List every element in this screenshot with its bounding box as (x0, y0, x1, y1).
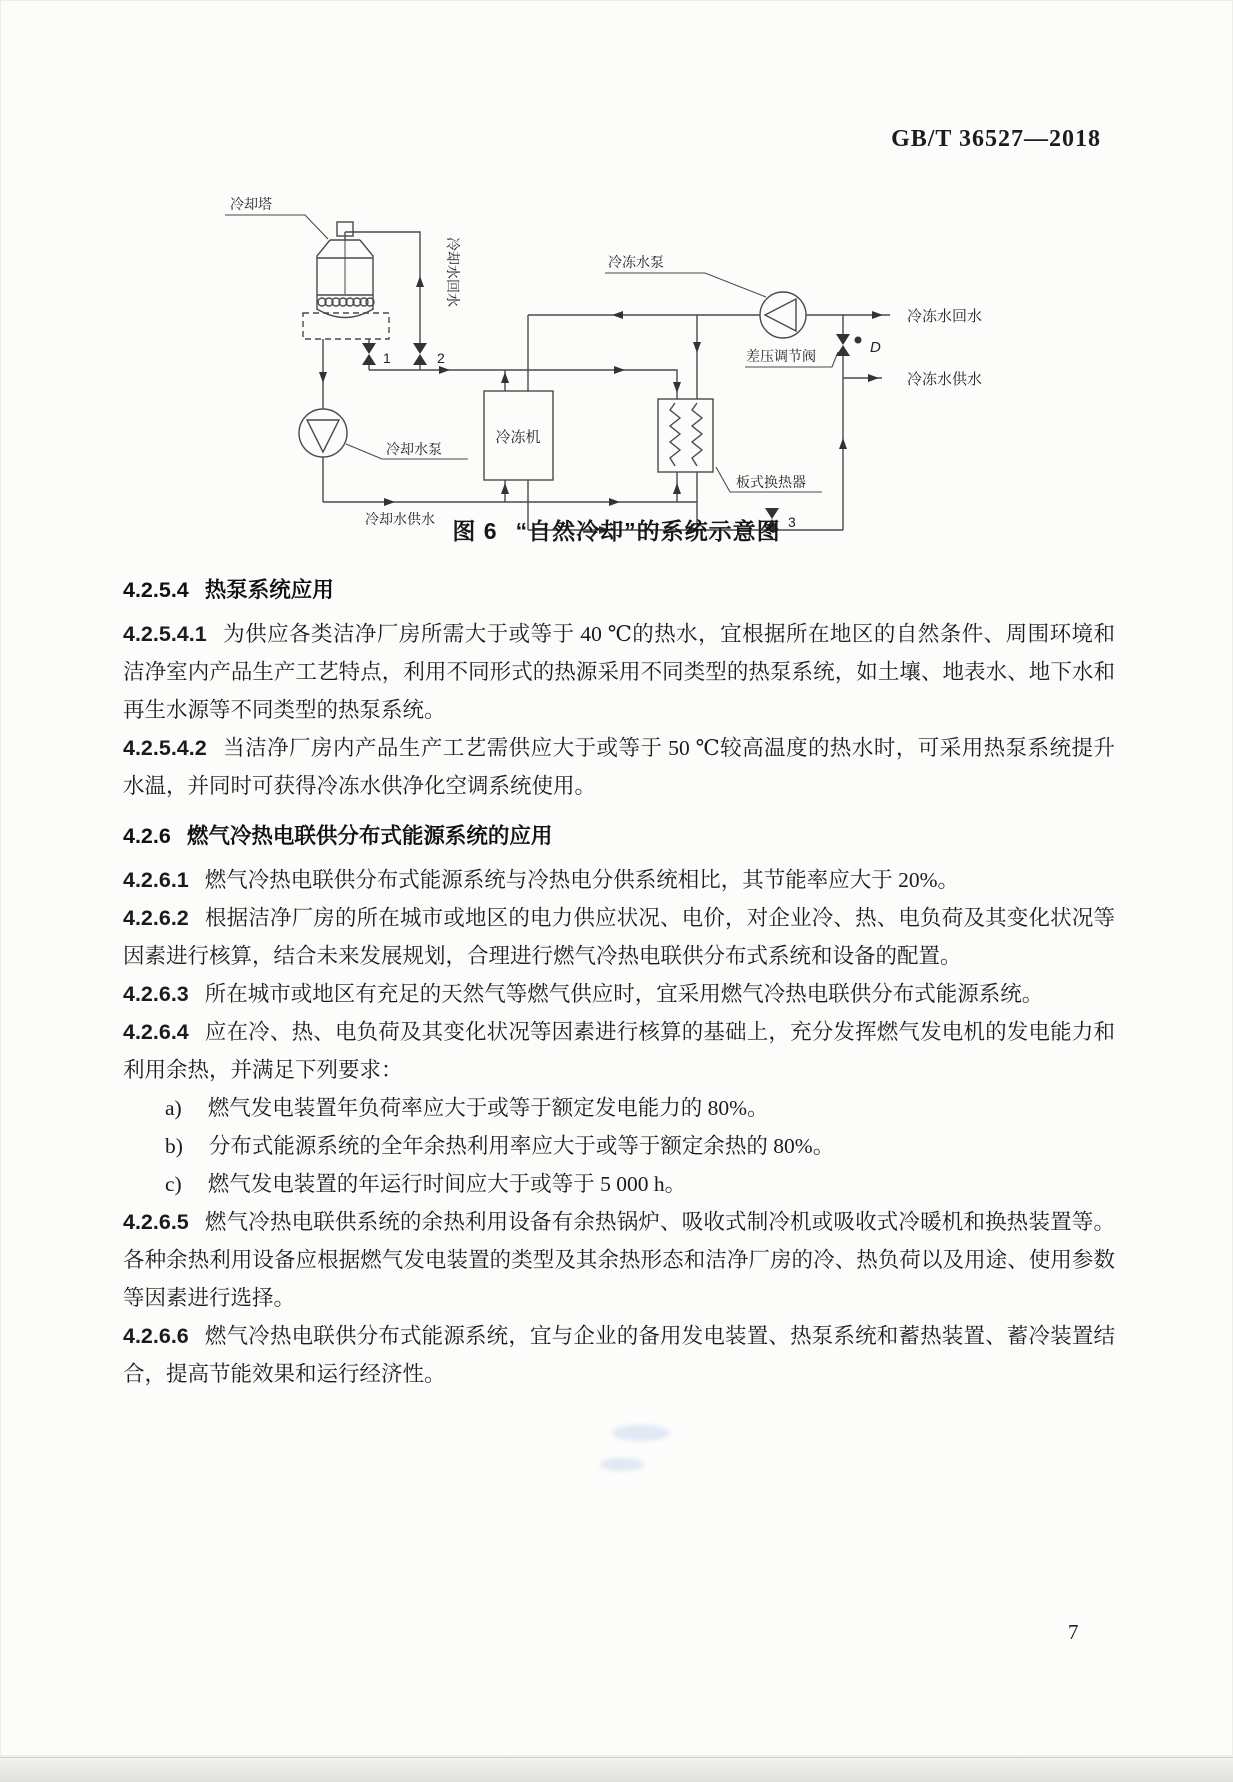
figure-caption (0, 513, 1233, 546)
clause-number: 4.2.6.4 (123, 1020, 189, 1044)
para-4266 (123, 1317, 1115, 1393)
valve-1-symbol (362, 343, 376, 365)
cooling-water-pump-symbol (299, 409, 347, 457)
list-item-b (123, 1127, 1115, 1165)
clause-number: 4.2.6.2 (123, 906, 189, 930)
plate-heat-exchanger-symbol (658, 399, 713, 472)
clause-body: 所在城市或地区有充足的天然气等燃气供应时，宜采用燃气冷热电联供分布式能源系统。 (204, 982, 1044, 1006)
clause-title: 燃气冷热电联供分布式能源系统的应用 (186, 824, 553, 848)
figure-number: 图 6 (452, 518, 498, 544)
para-4264 (123, 1013, 1115, 1089)
para-4265 (123, 1203, 1115, 1317)
diagram-labels (230, 196, 982, 530)
list-text: 燃气发电装置的年运行时间应大于或等于 5 000 h。 (207, 1172, 687, 1196)
cooling-water-pump-label: 冷却水泵 (386, 441, 442, 457)
clause-number: 4.2.6 (123, 824, 171, 848)
figure-6-diagram (180, 182, 1120, 567)
clause-body: 当洁净厂房内产品生产工艺需供应大于或等于 50 ℃较高温度的热水时，可采用热泵系统提升水温，并同时可获得冷冻水供净化空调系统使用。 (123, 736, 1115, 798)
chiller-label: 冷冻机 (495, 429, 541, 446)
para-4261 (123, 861, 1115, 899)
valve-1-label: 1 (383, 350, 391, 366)
cooling-water-return-label: 冷却水回水 (445, 237, 461, 307)
para-4262 (123, 899, 1115, 975)
list-marker: a) (165, 1096, 182, 1120)
list-text: 燃气发电装置年负荷率应大于或等于额定发电能力的 80%。 (207, 1096, 769, 1120)
cooling-tower-label: 冷却塔 (230, 196, 272, 212)
dp-valve-label: 差压调节阀 (746, 348, 816, 364)
para-42541 (123, 615, 1115, 729)
valve-2-label: 2 (437, 350, 445, 366)
clause-body: 应在冷、热、电负荷及其变化状况等因素进行核算的基础上，充分发挥燃气发电机的发电能力和利用余热，并满足下列要求： (123, 1020, 1115, 1082)
clause-number: 4.2.6.6 (123, 1324, 189, 1348)
valve-3-label: 3 (788, 514, 796, 530)
clause-body: 燃气冷热电联供分布式能源系统，宜与企业的备用发电装置、热泵系统和蓄热装置、蓄冷装置结合，提高节能效果和运行经济性。 (123, 1324, 1115, 1386)
chilled-water-supply-label: 冷冻水供水 (907, 371, 983, 388)
valve-2-symbol (413, 343, 427, 365)
clause-body: 燃气冷热电联供系统的余热利用设备有余热锅炉、吸收式制冷机或吸收式冷暖机和换热装置等。各种余热利用设备应根据燃气发电装置的类型及其余热形态和洁净厂房的冷、热负荷以及用途、使用参数等因素进行选择。 (123, 1210, 1115, 1310)
clause-body: 为供应各类洁净厂房所需大于或等于 40 ℃的热水，宜根据所在地区的自然条件、周围环境和洁净室内产品生产工艺特点，利用不同形式的热源采用不同类型的热泵系统，如土壤、地表水、地下水和再生水源等不同类型的热泵系统。 (123, 622, 1115, 722)
clause-number: 4.2.5.4.1 (123, 622, 207, 646)
clause-body: 根据洁净厂房的所在城市或地区的电力供应状况、电价，对企业冷、热、电负荷及其变化状况等因素进行核算，结合未来发展规划，合理进行燃气冷热电联供分布式系统和设备的配置。 (123, 906, 1115, 968)
valve-d-label: D (870, 339, 881, 356)
list-marker: c) (165, 1172, 182, 1196)
page-number: 7 (1068, 1620, 1079, 1644)
chilled-water-pump-label: 冷冻水泵 (608, 254, 664, 270)
scan-smudge (600, 1458, 644, 1471)
clause-number: 4.2.6.3 (123, 982, 189, 1006)
list-item-c (123, 1165, 1115, 1203)
plate-hx-label: 板式换热器 (736, 474, 806, 490)
clause-number: 4.2.5.4 (123, 578, 189, 602)
para-42542 (123, 729, 1115, 805)
list-item-a (123, 1089, 1115, 1127)
cooling-water-supply-label: 冷却水供水 (365, 511, 435, 527)
page-edge (0, 1757, 1233, 1782)
chilled-water-pump-symbol (760, 292, 806, 338)
clause-number: 4.2.6.1 (123, 868, 189, 892)
para-4263 (123, 975, 1115, 1013)
clause-text-block (123, 571, 1115, 1393)
chilled-water-return-label: 冷冻水回水 (907, 308, 983, 325)
clause-body: 燃气冷热电联供分布式能源系统与冷热电分供系统相比，其节能率应大于 20%。 (204, 868, 960, 892)
heading-426 (123, 817, 1115, 855)
scan-smudge (612, 1425, 670, 1441)
valve-d-actuator (855, 337, 862, 344)
figure-title: “自然冷却”的系统示意图 (515, 518, 781, 544)
list-text: 分布式能源系统的全年余热利用率应大于或等于额定余热的 80%。 (208, 1134, 835, 1158)
clause-number: 4.2.6.5 (123, 1210, 189, 1234)
clause-title: 热泵系统应用 (204, 578, 334, 602)
list-marker: b) (165, 1134, 183, 1158)
clause-number: 4.2.5.4.2 (123, 736, 207, 760)
heading-4254 (123, 571, 1115, 609)
document-code: GB/T 36527—2018 (891, 126, 1101, 152)
